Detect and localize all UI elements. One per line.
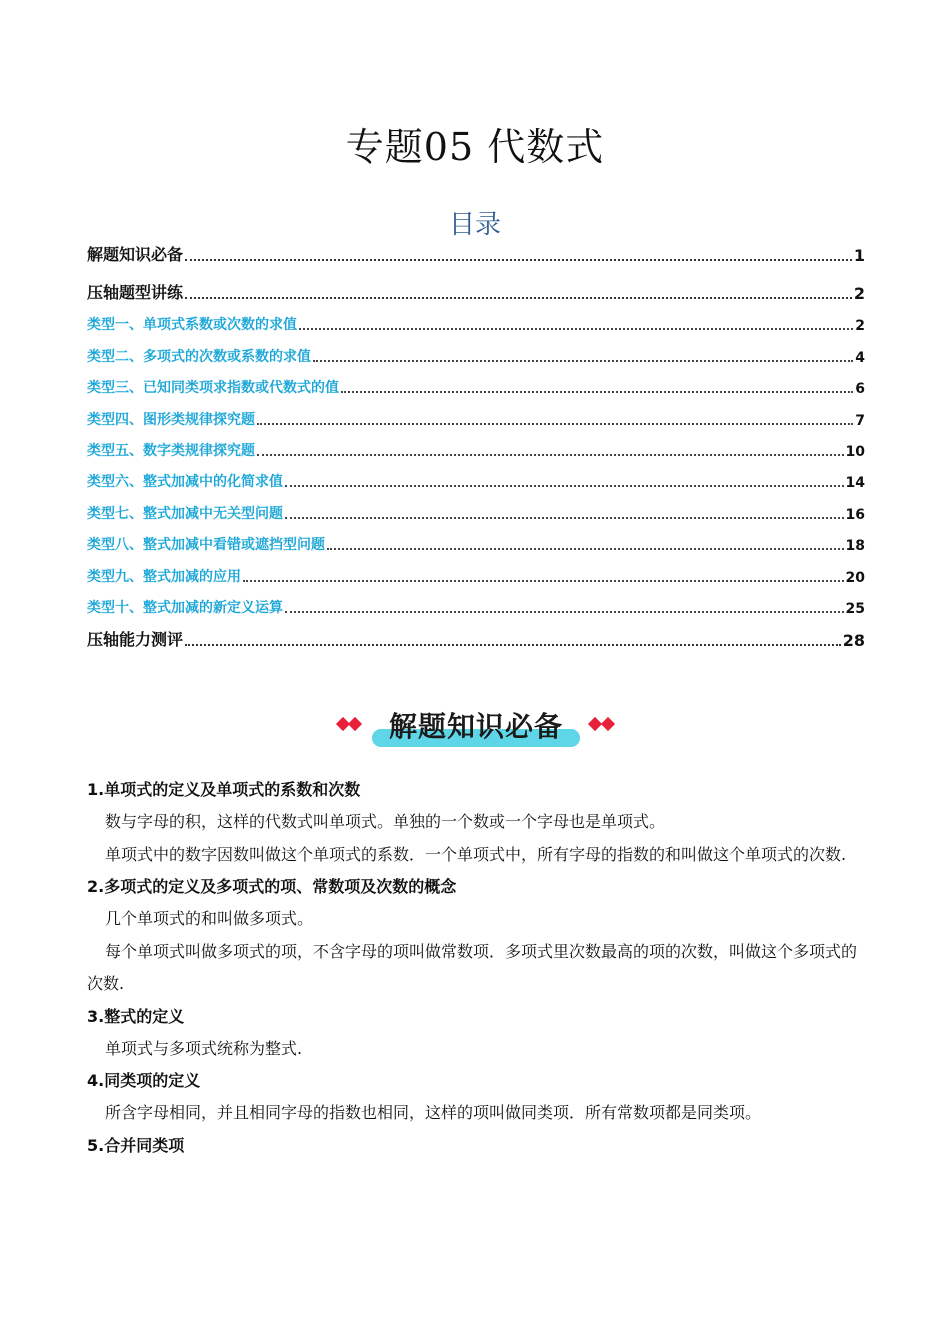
banner-label-box [372,703,580,747]
toc-entry-label: 类型二、多项式的次数或系数的求值 [87,348,311,365]
toc-entry-label: 类型七、整式加减中无关型问题 [87,505,283,522]
toc-entry-page: 25 [845,600,865,617]
toc-leader [185,632,841,646]
toc-entry-page: 7 [855,412,865,429]
toc-entry-page: 14 [845,475,865,492]
toc-entry[interactable] [87,366,865,397]
paragraph: 每个单项式叫做多项式的项，不含字母的项叫做常数项．多项式里次数最高的项的次数，叫做这个多项式的次数. [87,941,858,993]
toc-entry[interactable] [87,271,865,303]
toc-entry[interactable] [87,334,865,365]
toc-entry-label: 类型六、整式加减中的化简求值 [87,474,283,491]
toc-entry[interactable] [87,397,865,428]
toc-entry-label: 类型四、图形类规律探究题 [87,411,255,428]
section-heading: 3.整式的定义 [87,1006,185,1026]
toc-entry-label: 类型九、整式加减的应用 [87,568,241,585]
toc-entry[interactable] [87,554,865,585]
toc-entry-label: 类型一、单项式系数或次数的求值 [87,317,297,334]
toc-leader [285,599,844,613]
toc-entry-page: 28 [842,630,865,650]
section-heading: 4.同类项的定义 [87,1071,201,1090]
page-title: 专题05 代数式 [345,125,605,169]
toc-entry[interactable] [87,429,865,460]
toc-entry[interactable] [87,523,865,554]
paragraph: 数与字母的积，这样的代数式叫单项式。单独的一个数或一个字母也是单项式。 [105,812,666,831]
section-heading: 2.多项式的定义及多项式的项、常数项及次数的概念 [87,877,457,896]
toc-leader [185,285,852,299]
toc-entry-label: 压轴题型讲练 [87,283,184,302]
toc-entry-label: 类型三、已知同类项求指数或代数式的值 [87,380,339,397]
toc-leader [243,568,844,582]
toc-entry-label: 类型五、数字类规律探究题 [87,442,255,459]
toc-entry-page: 2 [855,318,865,335]
toc-entry-page: 4 [855,349,865,366]
section-heading: 1.单项式的定义及单项式的系数和次数 [87,780,361,799]
toc-entry[interactable] [87,491,865,522]
toc-leader [185,247,852,261]
toc-entry-page: 6 [855,381,865,398]
section-heading: 5.合并同类项 [87,1135,185,1155]
banner-label: 解题知识必备 [388,710,563,743]
toc-entry[interactable] [87,460,865,491]
toc-leader [285,473,844,487]
toc-entry-page: 10 [845,443,865,460]
paragraph: 单项式中的数字因数叫做这个单项式的系数．一个单项式中，所有字母的指数的和叫做这个单项式的次数. [105,844,847,864]
knowledge-content [87,774,865,1162]
toc-entry[interactable] [87,586,865,617]
toc-leader [257,411,853,425]
toc-leader [313,348,853,362]
toc-entry-page: 18 [845,538,865,555]
toc-leader [257,442,844,456]
toc-entry-page: 2 [853,284,865,303]
toc-entry-label: 类型十、整式加减的新定义运算 [87,599,283,616]
toc-entry[interactable] [87,617,865,650]
paragraph: 所含字母相同，并且相同字母的指数也相同，这样的项叫做同类项．所有常数项都是同类项。 [105,1103,762,1122]
toc-leader [299,316,853,330]
toc-leader [327,536,844,550]
section-banner [0,703,950,753]
toc-entry-page: 1 [853,246,865,265]
toc-entry[interactable] [87,234,865,265]
toc-entry[interactable] [87,303,865,334]
paragraph: 几个单项式的和叫做多项式。 [105,909,314,928]
toc-entry-label: 解题知识必备 [87,245,184,264]
toc-heading: 目录 [448,210,501,240]
diamond-icon [601,717,615,731]
toc-leader [341,379,853,393]
toc-entry-label: 类型八、整式加减中看错或遮挡型问题 [87,537,325,554]
paragraph: 单项式与多项式统称为整式. [105,1038,303,1058]
table-of-contents [87,234,865,650]
toc-entry-page: 16 [845,506,865,523]
toc-entry-label: 压轴能力测评 [87,629,184,649]
diamond-icon [348,717,362,731]
toc-leader [285,505,844,519]
toc-entry-page: 20 [845,569,865,586]
